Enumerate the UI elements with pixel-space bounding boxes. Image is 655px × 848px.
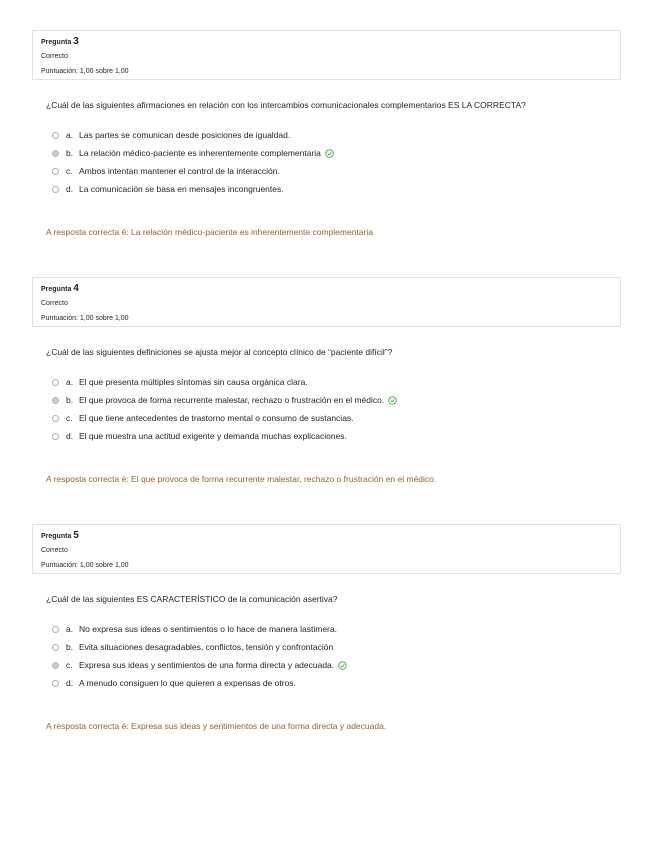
radio-button[interactable] bbox=[52, 680, 59, 687]
answer-text: Evita situaciones desagradables, conflictos, tensión y confrontación bbox=[79, 642, 334, 652]
radio-button[interactable] bbox=[52, 132, 59, 139]
answer-letter: b. bbox=[66, 642, 74, 652]
question-state: Correcto bbox=[41, 547, 68, 554]
question-info bbox=[32, 524, 621, 574]
radio-button-selected[interactable] bbox=[52, 150, 59, 157]
answer-text: Las partes se comunican desde posiciones de igualdad. bbox=[79, 130, 291, 140]
answer-text: Ambos intentan mantener el control de la interacción. bbox=[79, 166, 280, 176]
radio-button[interactable] bbox=[52, 379, 59, 386]
answer-option-c[interactable] bbox=[52, 412, 354, 424]
correct-answer-feedback: A resposta correcta é: El que provoca de forma recurrente malestar, rechazo o frustración en el médico. bbox=[46, 474, 437, 484]
answer-option-d[interactable] bbox=[52, 677, 296, 689]
question-text: ¿Cuál de las siguientes definiciones se ajusta mejor al concepto clínico de “paciente difícil”? bbox=[46, 347, 393, 357]
answer-letter: d. bbox=[66, 431, 74, 441]
radio-button-selected[interactable] bbox=[52, 662, 59, 669]
answer-text: El que provoca de forma recurrente malestar, rechazo o frustración en el médico. bbox=[79, 395, 385, 405]
question-number: Pregunta 5 bbox=[41, 530, 79, 541]
answer-option-c[interactable] bbox=[52, 165, 280, 177]
answer-letter: c. bbox=[66, 660, 73, 670]
answer-option-a[interactable] bbox=[52, 376, 308, 388]
answer-option-d[interactable] bbox=[52, 430, 347, 442]
answer-text: El que muestra una actitud exigente y demanda muchas explicaciones. bbox=[79, 431, 347, 441]
radio-button[interactable] bbox=[52, 415, 59, 422]
question-number: Pregunta 3 bbox=[41, 36, 79, 47]
answer-letter: b. bbox=[66, 395, 74, 405]
answer-option-c[interactable] bbox=[52, 659, 347, 671]
question-info bbox=[32, 277, 621, 327]
answer-letter: a. bbox=[66, 624, 74, 634]
question-state: Correcto bbox=[41, 53, 68, 60]
correct-answer-feedback: A resposta correcta é: Expresa sus ideas y sentimientos de una forma directa y adecuada. bbox=[46, 721, 387, 731]
question-text: ¿Cuál de las siguientes ES CARACTERÍSTICO de la comunicación asertiva? bbox=[46, 594, 338, 604]
answer-letter: c. bbox=[66, 166, 73, 176]
question-state: Correcto bbox=[41, 300, 68, 307]
answer-letter: a. bbox=[66, 130, 74, 140]
answer-text: Expresa sus ideas y sentimientos de una forma directa y adecuada. bbox=[79, 660, 335, 670]
radio-button[interactable] bbox=[52, 626, 59, 633]
answer-text: La comunicación se basa en mensajes incongruentes. bbox=[79, 184, 284, 194]
radio-button[interactable] bbox=[52, 186, 59, 193]
question-info bbox=[32, 30, 621, 80]
radio-button[interactable] bbox=[52, 433, 59, 440]
answer-option-b[interactable] bbox=[52, 147, 334, 159]
answer-letter: d. bbox=[66, 184, 74, 194]
answer-text: El que presenta múltiples síntomas sin causa orgánica clara. bbox=[79, 377, 308, 387]
answer-option-b[interactable] bbox=[52, 394, 397, 406]
check-circle-icon bbox=[338, 661, 347, 670]
answer-option-a[interactable] bbox=[52, 129, 290, 141]
question-grade: Puntuación: 1,00 sobre 1,00 bbox=[41, 562, 129, 569]
answer-text: No expresa sus ideas o sentimientos o lo hace de manera lastimera. bbox=[79, 624, 337, 634]
question-grade: Puntuación: 1,00 sobre 1,00 bbox=[41, 315, 129, 322]
radio-button-selected[interactable] bbox=[52, 397, 59, 404]
answer-option-a[interactable] bbox=[52, 623, 337, 635]
question-grade: Puntuación: 1,00 sobre 1,00 bbox=[41, 68, 129, 75]
answer-text: La relación médico-paciente es inherentemente complementaria bbox=[79, 148, 321, 158]
radio-button[interactable] bbox=[52, 168, 59, 175]
answer-text: A menudo consiguen lo que quieren a expensas de otros. bbox=[79, 678, 296, 688]
question-text: ¿Cuál de las siguientes afirmaciones en relación con los intercambios comunicacionales complementarios ES LA CORRECTA? bbox=[46, 100, 526, 110]
check-circle-icon bbox=[388, 396, 397, 405]
answer-option-d[interactable] bbox=[52, 183, 284, 195]
radio-button[interactable] bbox=[52, 644, 59, 651]
answer-option-b[interactable] bbox=[52, 641, 333, 653]
question-number: Pregunta 4 bbox=[41, 283, 79, 294]
check-circle-icon bbox=[325, 149, 334, 158]
answer-letter: b. bbox=[66, 148, 74, 158]
answer-letter: d. bbox=[66, 678, 74, 688]
answer-letter: c. bbox=[66, 413, 73, 423]
answer-text: El que tiene antecedentes de trastorno mental o consumo de sustancias. bbox=[79, 413, 354, 423]
correct-answer-feedback: A resposta correcta é: La relación médico-paciente es inherentemente complementaria bbox=[46, 227, 373, 237]
answer-letter: a. bbox=[66, 377, 74, 387]
